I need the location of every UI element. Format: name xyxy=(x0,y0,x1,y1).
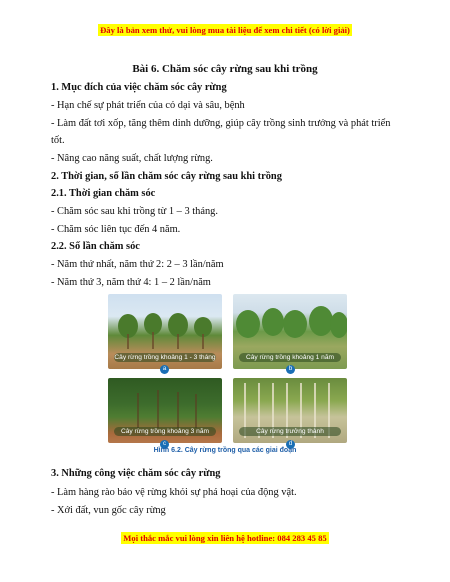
heading-1: 1. Mục đích của việc chăm sóc cây rừng xyxy=(51,82,227,93)
heading-2: 2. Thời gian, số lần chăm sóc cây rừng sau khi trồng xyxy=(51,171,282,182)
text-line: - Năm thứ nhất, năm thứ 2: 2 – 3 lần/năm xyxy=(51,259,224,270)
forest-photo-c xyxy=(108,378,222,443)
photo-label: Cây rừng trồng khoảng 3 năm xyxy=(114,427,216,436)
photo-badge-b: b xyxy=(286,365,295,374)
preview-banner xyxy=(0,25,450,35)
figure-caption: Hình 6.2. Cây rừng trồng qua các giai đoạn xyxy=(153,447,297,454)
text-line: - Chăm sóc sau khi trồng từ 1 – 3 tháng. xyxy=(51,206,218,217)
heading-3: 3. Những công việc chăm sóc cây rừng xyxy=(51,468,221,479)
hotline-banner-text: Mọi thắc mắc vui lòng xin liên hệ hotline: 084 283 45 85 xyxy=(123,533,327,543)
photo-label: Cây rừng trồng khoảng 1 - 3 tháng xyxy=(114,354,216,361)
text-line: - Làm đất tơi xốp, tăng thêm dinh dưỡng, giúp cây trồng sinh trưởng và phát triển xyxy=(51,118,391,129)
forest-photo-b xyxy=(233,294,347,369)
page-title: Bài 6. Chăm sóc cây rừng sau khi trồng xyxy=(132,63,318,75)
text-line: - Nâng cao năng suất, chất lượng rừng. xyxy=(51,153,213,164)
text-line: - Năm thứ 3, năm thứ 4: 1 – 2 lần/năm xyxy=(51,277,211,288)
photo-badge-c: c xyxy=(160,440,169,449)
forest-photo-d xyxy=(233,378,347,443)
text-line: - Xới đất, vun gốc cây rừng xyxy=(51,505,166,516)
text-line: - Hạn chế sự phát triển của cỏ dại và sâu, bệnh xyxy=(51,100,245,111)
heading-2-1: 2.1. Thời gian chăm sóc xyxy=(51,188,156,199)
preview-banner-text: Đây là bản xem thử, vui lòng mua tài liệu để xem chi tiết (có lời giải) xyxy=(100,25,350,35)
photo-badge-a: a xyxy=(160,365,169,374)
text-line: - Chăm sóc liên tục đến 4 năm. xyxy=(51,224,181,235)
photo-badge-d: d xyxy=(286,440,295,449)
forest-photo-a xyxy=(108,294,222,369)
hotline-banner xyxy=(0,533,450,543)
text-line: tốt. xyxy=(51,135,65,146)
text-line: - Làm hàng rào bảo vệ rừng khỏi sự phá hoại của động vật. xyxy=(51,487,297,498)
heading-2-2: 2.2. Số lần chăm sóc xyxy=(51,241,140,252)
photo-label: Cây rừng trồng khoảng 1 năm xyxy=(239,353,341,362)
photo-label: Cây rừng trưởng thành xyxy=(239,427,341,436)
